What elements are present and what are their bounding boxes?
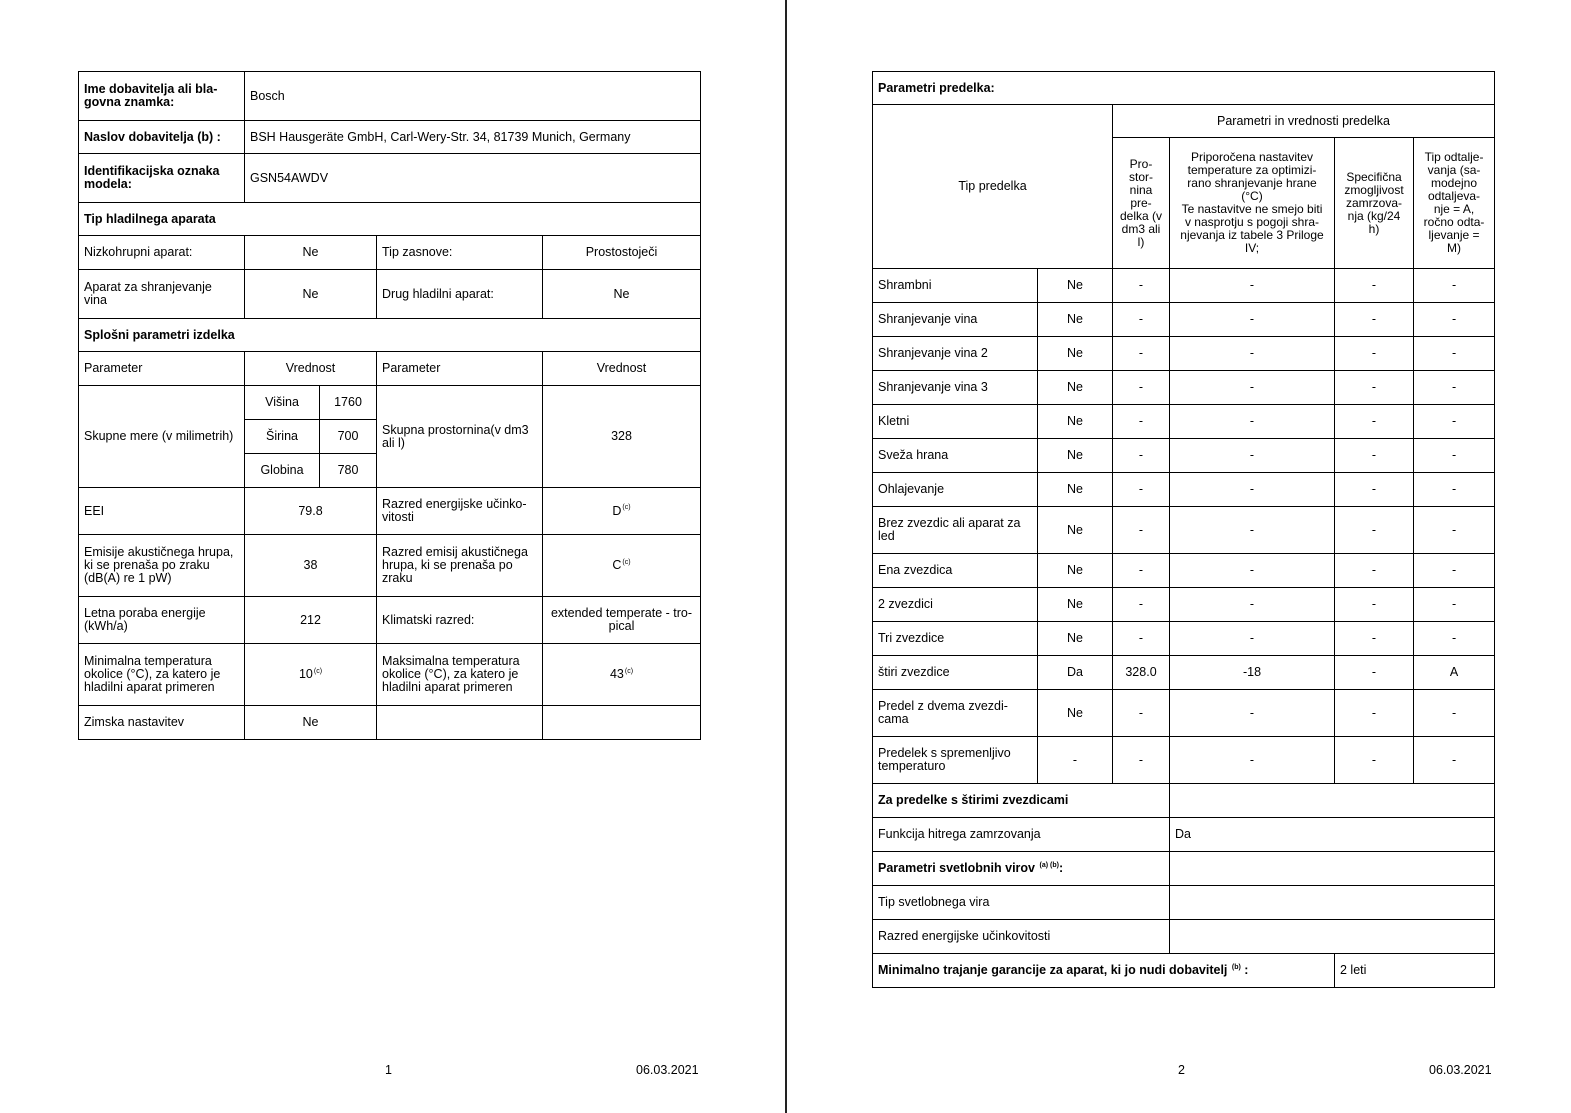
address-value: BSH Hausgeräte GmbH, Carl-Wery-Str. 34, 81739 Munich, Germany: [245, 121, 701, 154]
page-divider: [785, 0, 787, 1113]
compartment-volume: -: [1113, 554, 1170, 588]
compartment-defrost-type: -: [1414, 554, 1495, 588]
compartment-temperature: -: [1170, 303, 1335, 337]
compartment-table: [872, 71, 1495, 988]
compartment-freezing-capacity: -: [1335, 737, 1414, 784]
compartment-name: Predel z dvema zvezdi- cama: [873, 690, 1038, 737]
winter-setting-value: Ne: [245, 706, 377, 740]
table-row: [873, 737, 1495, 784]
compartment-name: 2 zvezdici: [873, 588, 1038, 622]
address-label: Naslov dobavitelja (b) :: [79, 121, 245, 154]
compartment-defrost-type: -: [1414, 337, 1495, 371]
compartment-name: Ena zvezdica: [873, 554, 1038, 588]
four-star-heading: Za predelke s štirimi zvezdicami: [873, 784, 1170, 818]
volume-column-header: Pro- stor- nina pre- delka (v dm3 ali l): [1113, 138, 1170, 269]
compartment-volume: -: [1113, 690, 1170, 737]
table-row: [873, 554, 1495, 588]
compartment-temperature: -: [1170, 337, 1335, 371]
general-params-heading: Splošni parametri izdelka: [79, 319, 701, 352]
warranty-value: 2 leti: [1335, 954, 1495, 988]
value-header: Vrednost: [245, 352, 377, 386]
compartment-name: Shranjevanje vina 3: [873, 371, 1038, 405]
wine-storage-value: Ne: [245, 270, 377, 319]
min-temp-label: Minimalna temperatura okolice (°C), za katero je hladilni aparat primeren: [79, 644, 245, 706]
compartment-freezing-capacity: -: [1335, 303, 1414, 337]
compartment-defrost-type: -: [1414, 269, 1495, 303]
compartment-name: Predelek s spremenljivo temperaturo: [873, 737, 1038, 784]
compartment-volume: -: [1113, 439, 1170, 473]
light-source-class-label: Razred energijske učinkovitosti: [873, 920, 1170, 954]
depth-label: Globina: [245, 454, 320, 488]
design-type-label: Tip zasnove:: [377, 236, 543, 270]
compartment-defrost-type: -: [1414, 622, 1495, 656]
compartment-freezing-capacity: -: [1335, 507, 1414, 554]
compartment-freezing-capacity: -: [1335, 588, 1414, 622]
model-label: Identifikacijska oznaka modela:: [79, 154, 245, 203]
date-1: 06.03.2021: [636, 1063, 699, 1077]
compartment-volume: -: [1113, 737, 1170, 784]
table-row: [873, 269, 1495, 303]
table-row: [873, 507, 1495, 554]
compartment-volume: 328.0: [1113, 656, 1170, 690]
compartment-present: Ne: [1038, 337, 1113, 371]
low-noise-value: Ne: [245, 236, 377, 270]
compartment-temperature: -: [1170, 622, 1335, 656]
appliance-type-heading: Tip hladilnega aparata: [79, 203, 701, 236]
supplier-label: Ime dobavitelja ali bla- govna znamka:: [79, 72, 245, 121]
compartment-temperature: -18: [1170, 656, 1335, 690]
compartment-volume: -: [1113, 371, 1170, 405]
width-value: 700: [320, 420, 377, 454]
compartment-temperature: -: [1170, 737, 1335, 784]
compartment-defrost-type: -: [1414, 371, 1495, 405]
empty-cell: [1170, 920, 1495, 954]
compartment-name: Shrambni: [873, 269, 1038, 303]
climate-class-value: extended temperate - tro- pical: [543, 597, 701, 644]
compartment-present: Ne: [1038, 371, 1113, 405]
volume-label: Skupna prostornina(v dm3 ali l): [377, 386, 543, 488]
page-number-2: 2: [1178, 1063, 1185, 1077]
compartment-freezing-capacity: -: [1335, 405, 1414, 439]
compartment-volume: -: [1113, 473, 1170, 507]
compartment-name: Tri zvezdice: [873, 622, 1038, 656]
other-appliance-value: Ne: [543, 270, 701, 319]
compartment-present: Ne: [1038, 303, 1113, 337]
freezing-capacity-column-header: Specifična zmogljivost zamrzova- nja (kg/24 h): [1335, 138, 1414, 269]
eei-label: EEI: [79, 488, 245, 535]
table-row: [873, 690, 1495, 737]
compartment-temperature: -: [1170, 588, 1335, 622]
compartment-present: Ne: [1038, 622, 1113, 656]
table-row: [873, 371, 1495, 405]
page-number-1: 1: [385, 1063, 392, 1077]
table-row: [873, 473, 1495, 507]
energy-class-label: Razred energijske učinko- vitosti: [377, 488, 543, 535]
fast-freeze-value: Da: [1170, 818, 1495, 852]
empty-cell: [1170, 784, 1495, 818]
warranty-label: Minimalno trajanje garancije za aparat, ki jo nudi dobavitelj $^{(b)}$ :: [873, 954, 1335, 988]
compartment-type-header: Tip predelka: [873, 105, 1113, 269]
wine-storage-label: Aparat za shranjevanje vina: [79, 270, 245, 319]
compartment-present: Ne: [1038, 554, 1113, 588]
compartment-temperature: -: [1170, 269, 1335, 303]
date-2: 06.03.2021: [1429, 1063, 1492, 1077]
compartment-volume: -: [1113, 337, 1170, 371]
compartment-temperature: -: [1170, 507, 1335, 554]
empty-cell: [1170, 886, 1495, 920]
compartment-defrost-type: -: [1414, 588, 1495, 622]
compartment-freezing-capacity: -: [1335, 656, 1414, 690]
compartment-name: Shranjevanje vina: [873, 303, 1038, 337]
noise-class-label: Razred emisij akustičnega hrupa, ki se prenaša po zraku: [377, 535, 543, 597]
supplier-value: Bosch: [245, 72, 701, 121]
noise-class-value: $C^{(c)}$: [543, 535, 701, 597]
product-info-table: [78, 71, 701, 740]
compartment-temperature: -: [1170, 554, 1335, 588]
compartment-name: Sveža hrana: [873, 439, 1038, 473]
param-header: Parameter: [79, 352, 245, 386]
compartment-volume: -: [1113, 405, 1170, 439]
compartment-present: Ne: [1038, 507, 1113, 554]
compartment-temperature: -: [1170, 690, 1335, 737]
empty-cell: [1170, 852, 1495, 886]
winter-setting-label: Zimska nastavitev: [79, 706, 245, 740]
compartment-volume: -: [1113, 588, 1170, 622]
compartment-defrost-type: -: [1414, 507, 1495, 554]
compartment-freezing-capacity: -: [1335, 337, 1414, 371]
compartment-heading: Parametri predelka:: [873, 72, 1495, 105]
compartment-defrost-type: -: [1414, 303, 1495, 337]
param-header-2: Parameter: [377, 352, 543, 386]
annual-energy-label: Letna poraba energije (kWh/a): [79, 597, 245, 644]
temperature-column-header: Priporočena nastavitev temperature za optimizi- rano shranjevanje hrane (°C) Te nastavitve ne smejo biti v nasprotju s pogoji shra- njevanja iz tabele 3 Priloge IV;: [1170, 138, 1335, 269]
height-value: 1760: [320, 386, 377, 420]
value-header-2: Vrednost: [543, 352, 701, 386]
compartment-temperature: -: [1170, 473, 1335, 507]
compartment-present: Ne: [1038, 269, 1113, 303]
table-row: [873, 405, 1495, 439]
climate-class-label: Klimatski razred:: [377, 597, 543, 644]
compartment-name: Ohlajevanje: [873, 473, 1038, 507]
energy-class-value: $D^{(c)}$: [543, 488, 701, 535]
compartment-defrost-type: A: [1414, 656, 1495, 690]
table-row: [873, 656, 1495, 690]
noise-emission-value: 38: [245, 535, 377, 597]
table-row: [873, 337, 1495, 371]
compartment-present: Ne: [1038, 588, 1113, 622]
compartment-freezing-capacity: -: [1335, 269, 1414, 303]
compartment-volume: -: [1113, 622, 1170, 656]
height-label: Višina: [245, 386, 320, 420]
compartment-temperature: -: [1170, 405, 1335, 439]
fast-freeze-label: Funkcija hitrega zamrzovanja: [873, 818, 1170, 852]
compartment-present: Ne: [1038, 690, 1113, 737]
compartment-present: Ne: [1038, 473, 1113, 507]
compartment-present: Da: [1038, 656, 1113, 690]
compartment-present: Ne: [1038, 439, 1113, 473]
compartment-values-header: Parametri in vrednosti predelka: [1113, 105, 1495, 138]
depth-value: 780: [320, 454, 377, 488]
annual-energy-value: 212: [245, 597, 377, 644]
compartment-defrost-type: -: [1414, 439, 1495, 473]
compartment-defrost-type: -: [1414, 473, 1495, 507]
compartment-volume: -: [1113, 303, 1170, 337]
compartment-temperature: -: [1170, 371, 1335, 405]
compartment-name: Shranjevanje vina 2: [873, 337, 1038, 371]
light-source-type-label: Tip svetlobnega vira: [873, 886, 1170, 920]
compartment-freezing-capacity: -: [1335, 690, 1414, 737]
table-row: [873, 622, 1495, 656]
compartment-volume: -: [1113, 507, 1170, 554]
eei-value: 79.8: [245, 488, 377, 535]
model-value: GSN54AWDV: [245, 154, 701, 203]
compartment-defrost-type: -: [1414, 405, 1495, 439]
compartment-name: Brez zvezdic ali aparat za led: [873, 507, 1038, 554]
defrost-type-column-header: Tip odtalje- vanja (sa- modejno odtaljeva- nje = A, ročno odta- ljevanje = M): [1414, 138, 1495, 269]
compartment-present: Ne: [1038, 405, 1113, 439]
compartment-defrost-type: -: [1414, 690, 1495, 737]
compartment-present: -: [1038, 737, 1113, 784]
compartment-name: Kletni: [873, 405, 1038, 439]
compartment-temperature: -: [1170, 439, 1335, 473]
compartment-freezing-capacity: -: [1335, 473, 1414, 507]
table-row: [873, 439, 1495, 473]
width-label: Širina: [245, 420, 320, 454]
compartment-freezing-capacity: -: [1335, 371, 1414, 405]
noise-emission-label: Emisije akustičnega hrupa, ki se prenaša po zraku (dB(A) re 1 pW): [79, 535, 245, 597]
max-temp-value: 43$^{(c)}$: [543, 644, 701, 706]
low-noise-label: Nizkohrupni aparat:: [79, 236, 245, 270]
compartment-freezing-capacity: -: [1335, 439, 1414, 473]
table-row: [873, 303, 1495, 337]
compartment-name: štiri zvezdice: [873, 656, 1038, 690]
volume-value: 328: [543, 386, 701, 488]
compartment-defrost-type: -: [1414, 737, 1495, 784]
compartment-volume: -: [1113, 269, 1170, 303]
table-row: [873, 588, 1495, 622]
compartment-freezing-capacity: -: [1335, 554, 1414, 588]
light-source-heading: Parametri svetlobnih virov $^{(a) (b)}$:: [873, 852, 1170, 886]
min-temp-value: 10$^{(c)}$: [245, 644, 377, 706]
design-type-value: Prostostoječi: [543, 236, 701, 270]
other-appliance-label: Drug hladilni aparat:: [377, 270, 543, 319]
compartment-freezing-capacity: -: [1335, 622, 1414, 656]
empty-cell: [543, 706, 701, 740]
dimensions-label: Skupne mere (v milimetrih): [79, 386, 245, 488]
max-temp-label: Maksimalna temperatura okolice (°C), za katero je hladilni aparat primeren: [377, 644, 543, 706]
empty-cell: [377, 706, 543, 740]
